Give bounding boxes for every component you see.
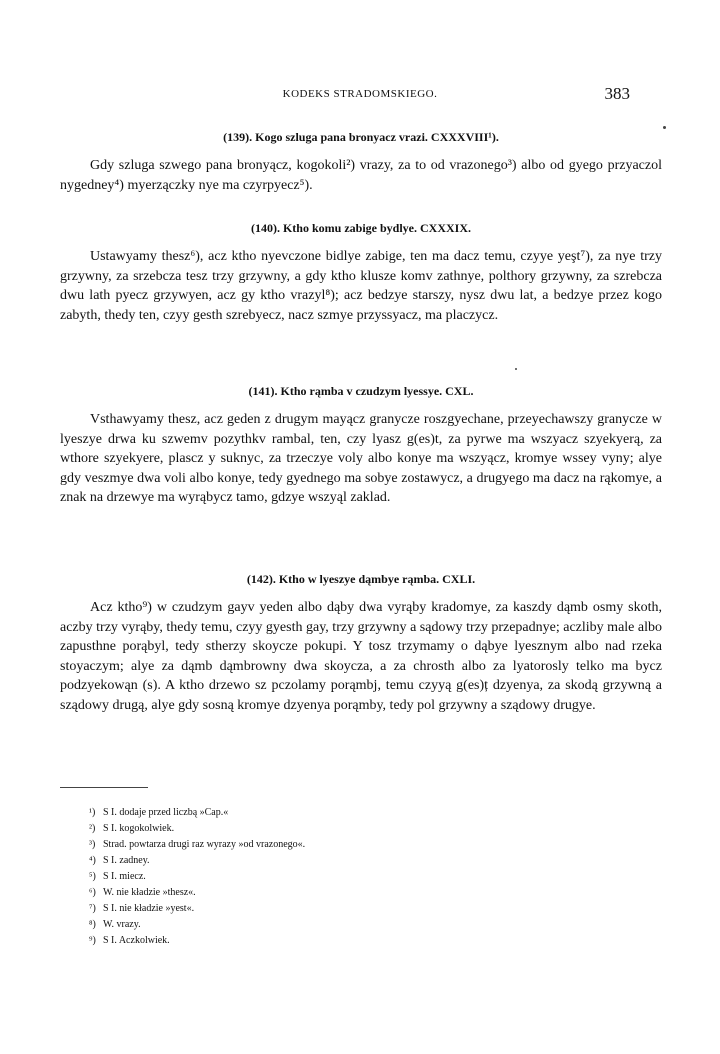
footnote-mark: ⁹) xyxy=(89,935,96,946)
page-number: 383 xyxy=(604,84,630,103)
footnote-mark: ⁵) xyxy=(89,871,96,882)
footnote-mark: ⁴) xyxy=(89,855,96,866)
footnote xyxy=(89,805,489,821)
section-heading: (142). Ktho w lyeszye dąmbye rąmba. CXLI. xyxy=(246,572,476,586)
footnote-text: S I. dodaje przed liczbą »Cap.« xyxy=(103,807,229,818)
footnote-text: S I. Aczkolwiek. xyxy=(103,935,170,946)
speck xyxy=(515,368,517,370)
section-139 xyxy=(60,128,662,195)
footnote-mark: ¹) xyxy=(89,807,96,818)
section-heading: (141). Ktho rąmba v czudzym lyessye. CXL. xyxy=(248,384,474,398)
footnote-text: S I. zadney. xyxy=(103,855,150,866)
footnote xyxy=(89,837,489,853)
footnote xyxy=(89,853,489,869)
footnotes xyxy=(89,805,489,949)
section-heading: (140). Ktho komu zabige bydlye. CXXXIX. xyxy=(250,221,471,235)
section-140 xyxy=(60,219,662,325)
section-text: Acz ktho⁹) w czudzym gayv yeden albo dąby dwa vyrąby kradomye, za kaszdy dąmb osmy skoth, aczby trzy vyrąby, thedy temu, czyy gyesth gay, trzy grzywny a sądowy trzy przepadnye; aczliby male albo zapusthne porąbyl, tedy stherzy skoycze pokupi. Y tosz trzymamy o dąbye lyesznym albo nad rzeka stoyaczym; alye za dąmb dąmbrowny dwa skoycza, a za chrosth albo za lyatorosly telko ma bycz podzyekowąn (s). A ktho drzewo sz pczolamy porąmbj, temu czyyą g(es)ț dzyenya, za skodą grzywną a sządowy drugą, alye gdy sosną kromye dzyenya porąmby, tedy pol grzywny a sządowy drugye. xyxy=(60,600,662,713)
running-head xyxy=(60,84,660,108)
section-text: Vsthawyamy thesz, acz geden z drugym mayącz granycze roszgyechane, przeyechawszy granycze w lyeszye drwa ku szwemv pozythkv rambal, ten, czy lyasz g(es)t, za pyrwe ma wszyacz szyekyerą, za wthore szyekyere, plascz y suknyc, za trzeczye voly albo konye ma wszyącz, kromye wssey vyny; alye gdy veszmye dwa voli albo konye, tedy gyednego ma sobye zostawycz, a drugyego ma dacz na rąkomye, a znak na drzewye ma wyrąbycz tamo, gdzye wszyąl zaklad. xyxy=(60,412,662,506)
footnote xyxy=(89,917,489,933)
section-text: Gdy szluga szwego pana bronyącz, kogokoli²) vrazy, za to od vrazonego³) albo od gyego przyaczol nygedney⁴) myerzączky nye ma czyrpyecz⁵). xyxy=(60,158,662,193)
running-title: KODEKS STRADOMSKIEGO. xyxy=(282,88,438,100)
footnote xyxy=(89,821,489,837)
section-text: Ustawyamy thesz⁶), acz ktho nyevczone bidlye zabige, ten ma dacz temu, czyye yeşt⁷), za nye trzy grzywny, za srzebcza tesz trzy grzywny, a gdy ktho klusze komv zathnye, polthory grzywny, za szrebcza dwu lath pyecz grzywyen, acz gy ktho vrazyl⁸); acz bedzye starszy, nysz dwu lat, a bedzye przez kogo zabyth, thedy ten, czyy gesth szrebyecz, nacz szmye przyssyacz, ma placzycz. xyxy=(60,249,662,323)
footnote-mark: ⁷) xyxy=(89,903,96,914)
footnote-mark: ²) xyxy=(89,823,96,834)
footnote xyxy=(89,901,489,917)
section-141 xyxy=(60,382,662,508)
footnote-rule xyxy=(60,787,148,788)
footnote-text: Strad. powtarza drugi raz wyrazy »od vrazonego«. xyxy=(103,839,306,850)
footnote-text: S I. kogokolwiek. xyxy=(103,823,175,834)
footnote-text: W. vrazy. xyxy=(103,919,141,930)
section-142 xyxy=(60,570,662,716)
footnote xyxy=(89,885,489,901)
footnote-mark: ⁸) xyxy=(89,919,96,930)
footnote-text: W. nie kładzie »thesz«. xyxy=(103,887,196,898)
footnote-text: S I. nie kładzie »yest«. xyxy=(103,903,195,914)
footnote-text: S I. miecz. xyxy=(103,871,146,882)
footnote-mark: ³) xyxy=(89,839,96,850)
section-heading: (139). Kogo szluga pana bronyacz vrazi. CXXXVIII¹). xyxy=(223,130,499,144)
footnote xyxy=(89,933,489,949)
footnote-mark: ⁶) xyxy=(89,887,96,898)
speck xyxy=(663,126,666,129)
footnote xyxy=(89,869,489,885)
